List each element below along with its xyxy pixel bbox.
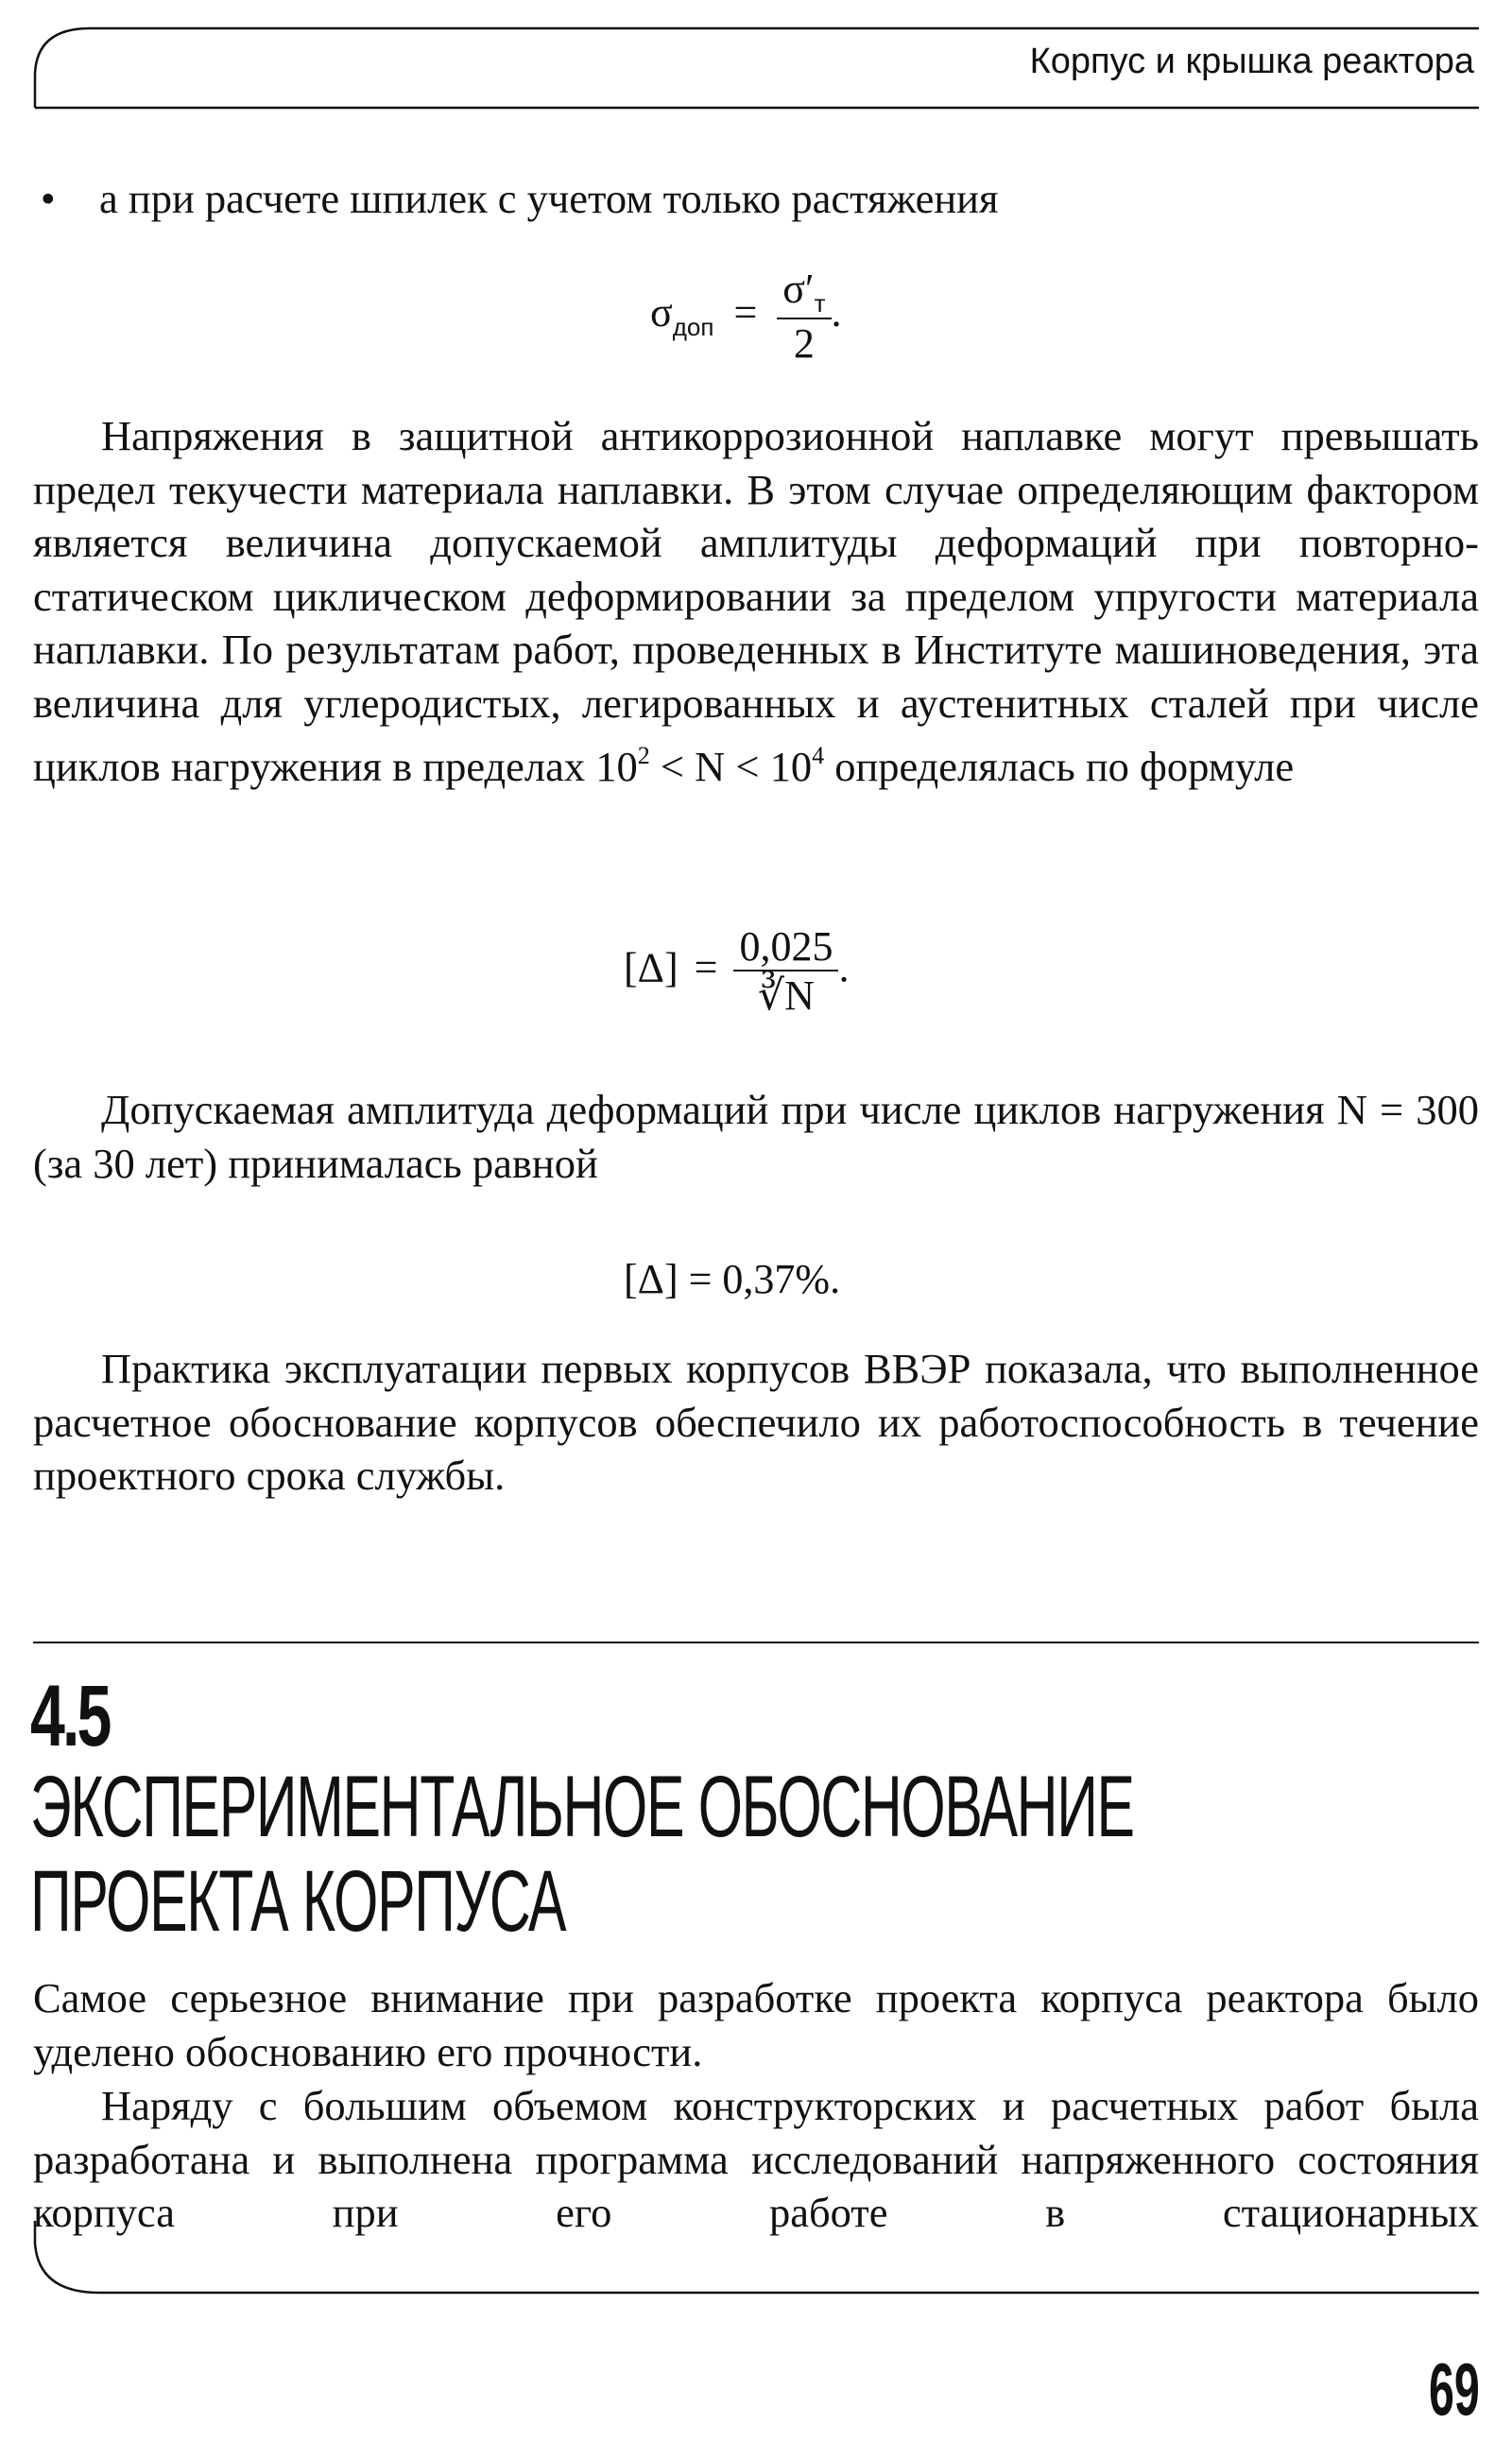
footer-frame xyxy=(33,2221,1479,2296)
paragraph-amplitude-value: Допускаемая амплитуда деформаций при числе циклов нагружения N = 300 (за 30 лет) принималась равной xyxy=(33,1086,1479,1187)
section-number: 4.5 xyxy=(30,1668,110,1764)
section-title-line-2: ПРОЕКТА КОРПУСА xyxy=(30,1853,566,1950)
paragraph-1-text: Напряжения в защитной антикоррозионной наплавке могут превышать предел текучести материала наплавки. В этом случае определяющим фактором является величина допускаемой амплитуды деформаций при повторно-статическом циклическом деформировании за пределом упругости материала наплавки. По результатам работ, проведенных в Институте машиноведения, эта величина для углеродистых, легированных и аустенитных сталей при числе циклов нагружения в пределах xyxy=(33,412,1479,790)
formula2-den: ∛N xyxy=(758,972,815,1020)
formula2-num: 0,025 xyxy=(733,924,838,972)
formula2-fraction xyxy=(733,924,838,1020)
paragraph-cladding-stress xyxy=(33,409,1479,794)
formula1-eq: = xyxy=(733,289,758,336)
paragraph-vver-practice: Практика эксплуатации первых корпусов ВВЭР показала, что выполненное расчетное обоснование корпусов обеспечило их работоспособность в течение проектного срока службы. xyxy=(33,1345,1479,1499)
paragraph-1-tail: определялась по формуле xyxy=(834,743,1295,790)
paragraph-strength-attention: Самое серьезное внимание при разработке проекта корпуса реактора было уделено обоснованию его прочности. xyxy=(33,1974,1479,2075)
section-title xyxy=(30,1760,1134,1949)
running-header: Корпус и крышка реактора xyxy=(1029,42,1474,81)
formula-allowable-stress xyxy=(650,267,842,367)
formula1-den: 2 xyxy=(793,319,815,367)
formula-amplitude-result: [Δ] = 0,37%. xyxy=(624,1256,841,1302)
formula2-end: . xyxy=(838,944,850,991)
formula1-end: . xyxy=(831,289,842,336)
formula1-num: σ′ xyxy=(782,266,815,312)
cycle-range: $10^2 < N < 10^4$ xyxy=(595,742,825,790)
formula2-lhs: [Δ] xyxy=(624,944,679,991)
formula-amplitude xyxy=(624,924,849,1020)
bullet-text: а при расчете шпилек с учетом только растяжения xyxy=(99,175,999,222)
bullet-item xyxy=(33,172,998,225)
section-divider xyxy=(33,1642,1479,1643)
formula1-fraction xyxy=(777,267,831,367)
formula1-lhs: σ xyxy=(650,289,673,336)
formula1-num-sub: т xyxy=(814,289,826,318)
formula1-lhs-sub: доп xyxy=(672,313,714,342)
section-title-line-1: ЭКСПЕРИМЕНТАЛЬНОЕ ОБОСНОВАНИЕ xyxy=(30,1759,1134,1855)
paragraph-research-program: Наряду с большим объемом конструкторских и расчетных работ была разработана и выполнена программа исследований напряженного состояния корпуса при его работе в стационарных xyxy=(33,2082,1479,2236)
page-number: 69 xyxy=(1429,2347,1480,2431)
bullet-mark: • xyxy=(41,175,56,222)
formula2-eq: = xyxy=(694,944,718,991)
